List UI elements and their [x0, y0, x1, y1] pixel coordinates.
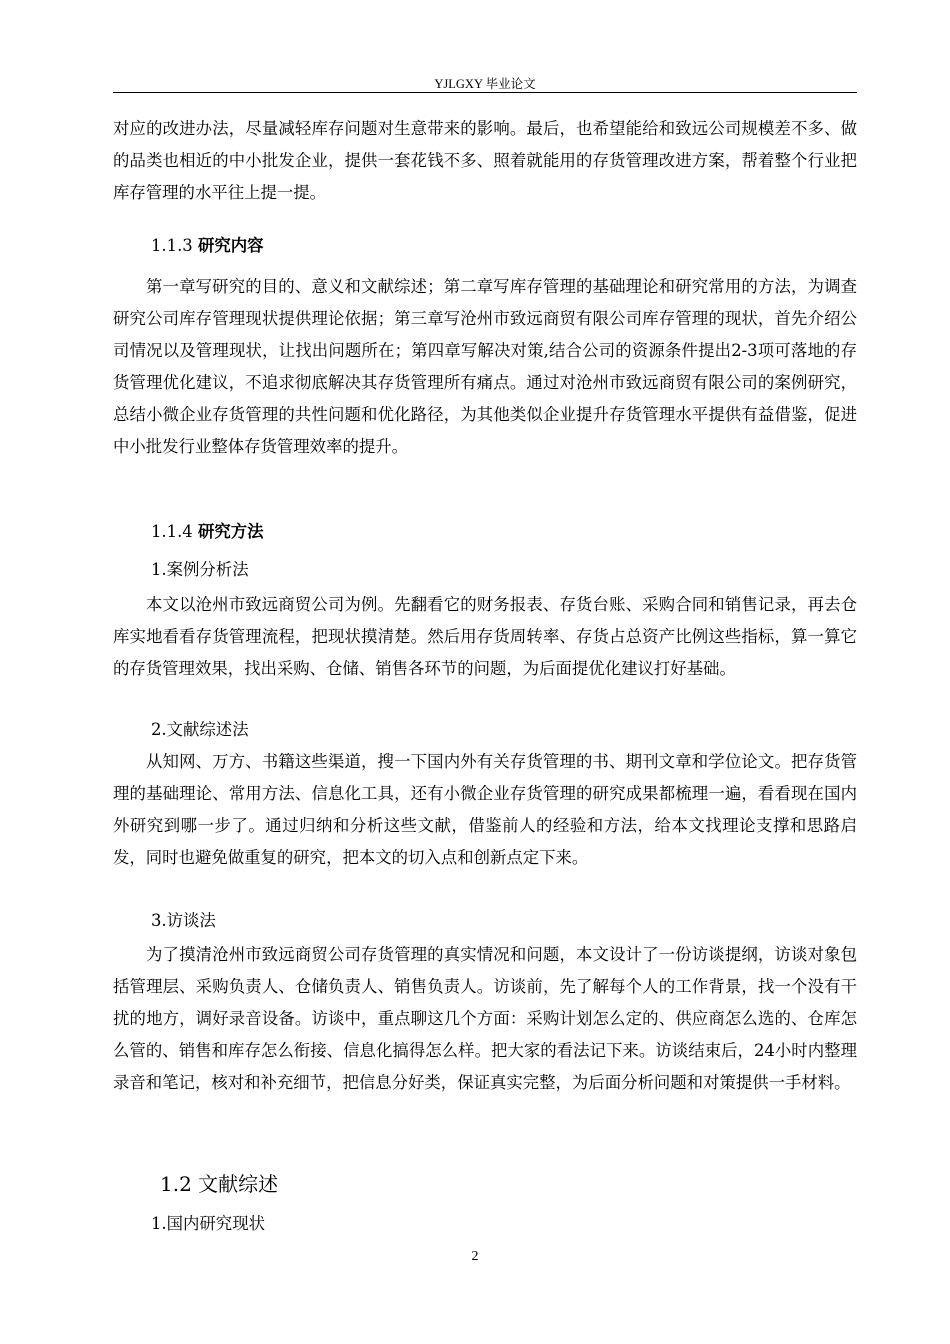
running-header: YJLGXY 毕业论文: [434, 77, 536, 91]
method-case-analysis-title: 1.案例分析法: [151, 560, 249, 579]
section-number: 1.1.3: [151, 236, 193, 255]
page-number: 2: [471, 1249, 479, 1264]
section-heading-1-1-4: [151, 522, 264, 542]
header-divider: [113, 92, 857, 93]
research-content-paragraph: 第一章写研究的目的、意义和文献综述；第二章写库存管理的基础理论和研究常用的方法，为调查研究公司库存管理现状提供理论依据；第三章写沧州市致远商贸有限公司库存管理的现状，首先介绍公司情况以及管理现状，让找出问题所在；第四章写解决对策,结合公司的资源条件提出2-3项可落地的存货管理优化建议，不追求彻底解决其存货管理所有痛点。通过对沧州市致远商贸有限公司的案例研究，总结小微企业存货管理的共性问题和优化路径，为其他类似企业提升存货管理水平提供有益借鉴，促进中小批发行业整体存货管理效率的提升。: [113, 277, 857, 456]
section-heading-1-1-3: [151, 236, 264, 256]
section-number: 1.1.4: [151, 522, 193, 541]
method-case-analysis-text: 本文以沧州市致远商贸公司为例。先翻看它的财务报表、存货台账、采购合同和销售记录，再去仓库实地看看存货管理流程，把现状摸清楚。然后用存货周转率、存货占总资产比例这些指标，算一算它的存货管理效果，找出采购、仓储、销售各环节的问题，为后面提优化建议打好基础。: [113, 595, 857, 678]
domestic-research-subheading: 1.国内研究现状: [151, 1214, 265, 1233]
intro-paragraph: 对应的改进办法，尽量减轻库存问题对生意带来的影响。最后，也希望能给和致远公司规模差不多、做的品类也相近的中小批发企业，提供一套花钱不多、照着就能用的存货管理改进方案，帮着整个行业把库存管理的水平往上提一提。: [113, 119, 857, 202]
method-interview-text: 为了摸清沧州市致远商贸公司存货管理的真实情况和问题，本文设计了一份访谈提纲，访谈对象包括管理层、采购负责人、仓储负责人、销售负责人。访谈前，先了解每个人的工作背景，找一个没有干扰的地方，调好录音设备。访谈中，重点聊这几个方面：采购计划怎么定的、供应商怎么选的、仓库怎么管的、销售和库存怎么衔接、信息化搞得怎么样。把大家的看法记下来。访谈结束后，24小时内整理录音和笔记，核对和补充细节，把信息分好类，保证真实完整，为后面分析问题和对策提供一手材料。: [113, 945, 857, 1092]
method-interview-title: 3.访谈法: [151, 911, 216, 930]
section-title: 研究内容: [197, 236, 264, 255]
method-literature-review-text: 从知网、万方、书籍这些渠道，搜一下国内外有关存货管理的书、期刊文章和学位论文。把存货管理的基础理论、常用方法、信息化工具，还有小微企业存货管理的研究成果都梳理一遍，看看现在国内外研究到哪一步了。通过归纳和分析这些文献，借鉴前人的经验和方法，给本文找理论支撑和思路启发，同时也避免做重复的研究，把本文的切入点和创新点定下来。: [113, 752, 857, 867]
section-heading-1-2: [160, 1172, 278, 1196]
section-number: 1.2: [160, 1172, 192, 1196]
method-literature-review-title: 2.文献综述法: [151, 720, 249, 739]
section-title: 文献综述: [198, 1172, 279, 1196]
section-title: 研究方法: [197, 522, 264, 541]
